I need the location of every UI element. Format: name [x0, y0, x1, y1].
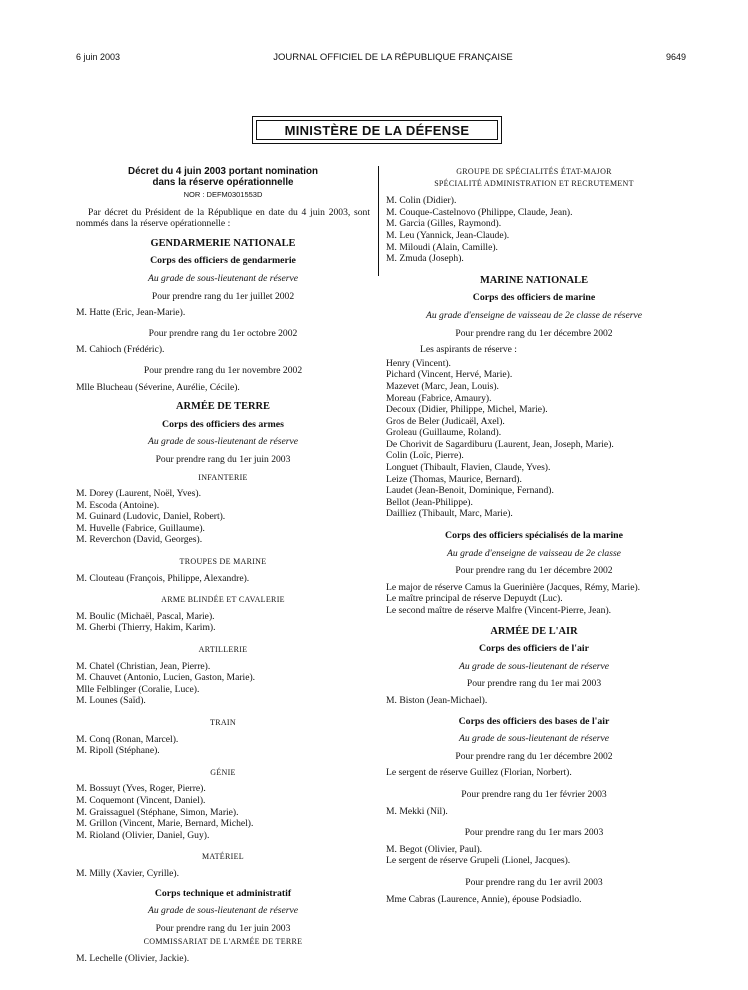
corps-bases-air: Corps des officiers des bases de l'air	[458, 715, 610, 727]
name-entry: M. Miloudi (Alain, Camille).	[386, 241, 498, 253]
grade-gendarmerie: Au grade de sous-lieutenant de réserve	[148, 272, 298, 284]
rang-terre: Pour prendre rang du 1er juin 2003	[155, 453, 291, 465]
rang-air: Pour prendre rang du 1er mai 2003	[466, 678, 602, 690]
name-entry: M. Reverchon (David, Georges).	[76, 534, 203, 546]
name-entry: Mazevet (Marc, Jean, Louis).	[386, 380, 499, 392]
name-entry: Gros de Beler (Judicaël, Axel).	[386, 415, 505, 427]
corps-marine: Corps des officiers de marine	[472, 292, 596, 304]
name-entry: M. Milly (Xavier, Cyrille).	[76, 867, 179, 879]
list-infanterie	[76, 488, 370, 546]
name-entry: Colin (Loïc, Pierre).	[386, 450, 464, 462]
name-entry: Decoux (Didier, Philippe, Michel, Marie).	[386, 404, 548, 416]
name-entry: M. Boulic (Michaël, Pascal, Marie).	[76, 610, 215, 622]
name-entry: M. Chauvet (Antonio, Lucien, Gaston, Marie).	[76, 672, 256, 684]
section-gendarmerie: GENDARMERIE NATIONALE	[150, 237, 296, 249]
name-entry: Le maître principal de réserve Depuydt (Luc).	[386, 593, 563, 605]
header-journal-title: JOURNAL OFFICIEL DE LA RÉPUBLIQUE FRANÇAISE	[273, 52, 513, 63]
name-entry: M. Grillon (Vincent, Marie, Bernard, Michel).	[76, 818, 254, 830]
decree-title-line2: dans la réserve opérationnelle	[152, 177, 294, 188]
name-entry: M. Bossuyt (Yves, Roger, Pierre).	[76, 783, 206, 795]
page-header	[76, 52, 686, 63]
sub-infanterie: INFANTERIE	[198, 472, 248, 482]
sub-artillerie: ARTILLERIE	[198, 645, 248, 655]
list-abc	[76, 611, 370, 634]
name-entry: Moreau (Fabrice, Amaury).	[386, 392, 492, 404]
decree-nor: NOR : DEFM0301553D	[183, 190, 263, 199]
grade-air: Au grade de sous-lieutenant de réserve	[459, 660, 609, 672]
list-train	[76, 734, 370, 757]
rang-gend-1: Pour prendre rang du 1er juillet 2002	[151, 290, 295, 302]
rang-bases-3: Pour prendre rang du 1er mars 2003	[464, 827, 604, 839]
name-entry: Le sergent de réserve Grupeli (Lionel, Jacques).	[386, 855, 571, 867]
name-entry: M. Gherbi (Thierry, Hakim, Karim).	[76, 622, 216, 634]
list-artillerie	[76, 661, 370, 707]
name-entry: M. Chatel (Christian, Jean, Pierre).	[76, 660, 211, 672]
name-entry: Mme Cabras (Laurence, Annie), épouse Podsiadlo.	[386, 893, 582, 905]
rang-cta: Pour prendre rang du 1er juin 2003	[155, 922, 291, 934]
name-entry: Groleau (Guillaume, Roland).	[386, 427, 502, 439]
section-armee-de-terre: ARMÉE DE TERRE	[176, 401, 270, 413]
name-entry: M. Escoda (Antoine).	[76, 499, 160, 511]
rang-bases-2: Pour prendre rang du 1er février 2003	[461, 788, 607, 800]
section-armee-de-l-air: ARMÉE DE L'AIR	[490, 625, 578, 637]
name-entry: Leize (Thomas, Maurice, Bernard).	[386, 473, 522, 485]
name-entry: Laudet (Jean-Benoit, Dominique, Fernand).	[386, 485, 554, 497]
sub-troupes-marine: TROUPES DE MARINE	[179, 557, 267, 567]
column-divider	[378, 166, 379, 276]
name-entry: De Chorivit de Sagardiburu (Laurent, Jean, Joseph, Marie).	[386, 438, 614, 450]
section-marine: MARINE NATIONALE	[479, 274, 589, 286]
sub-commissariat: COMMISSARIAT DE L'ARMÉE DE TERRE	[143, 937, 303, 947]
decree-title-line1: Décret du 4 juin 2003 portant nomination	[128, 166, 318, 177]
sub-train: TRAIN	[210, 718, 236, 727]
name-entry: M. Conq (Ronan, Marcel).	[76, 733, 179, 745]
name-entry: M. Lounes (Saïd).	[76, 695, 146, 707]
name-entry: Mlle Felblinger (Coralie, Luce).	[76, 683, 200, 695]
name-entry: Dailliez (Thibault, Marc, Marie).	[386, 508, 513, 520]
name-entry: Longuet (Thibault, Flavien, Claude, Yves).	[386, 462, 551, 474]
sub-gse: GROUPE DE SPÉCIALITÉS ÉTAT-MAJOR	[456, 167, 612, 176]
name-entry: M. Leu (Yannick, Jean-Claude).	[386, 229, 510, 241]
grade-cta: Au grade de sous-lieutenant de réserve	[148, 905, 298, 917]
name-entry: Le second maître de réserve Malfre (Vincent-Pierre, Jean).	[386, 605, 612, 616]
grade-marine: Au grade d'enseigne de vaisseau de 2e classe de réserve	[426, 309, 642, 321]
grade-bases: Au grade de sous-lieutenant de réserve	[459, 733, 609, 745]
list-bases-3	[386, 844, 682, 867]
name-entry: M. Clouteau (François, Philippe, Alexandre).	[76, 572, 250, 584]
corps-armes: Corps des officiers des armes	[162, 418, 284, 430]
name-entry: M. Ripoll (Stéphane).	[76, 745, 160, 757]
ministry-title: MINISTÈRE DE LA DÉFENSE	[256, 120, 498, 140]
name-entry: M. Garcia (Gilles, Raymond).	[386, 218, 502, 230]
rang-gend-3: Pour prendre rang du 1er novembre 2002	[143, 364, 303, 376]
name-entry: M. Mekki (Nil).	[386, 805, 448, 817]
corps-gendarmerie: Corps des officiers de gendarmerie	[150, 255, 296, 267]
sub-gse-specialite: SPÉCIALITÉ ADMINISTRATION ET RECRUTEMENT	[434, 178, 634, 188]
sub-genie: GÉNIE	[210, 767, 236, 777]
name-entry: M. Huvelle (Fabrice, Guillaume).	[76, 522, 205, 534]
name-entry: Pichard (Vincent, Hervé, Marie).	[386, 369, 513, 381]
grade-specialises: Au grade d'enseigne de vaisseau de 2e classe	[447, 547, 621, 559]
ministry-box	[252, 116, 502, 144]
name-entry: M. Cahioch (Frédéric).	[76, 344, 165, 356]
sub-materiel: MATÉRIEL	[202, 852, 244, 862]
rang-specialises: Pour prendre rang du 1er décembre 2002	[455, 565, 613, 577]
rang-marine: Pour prendre rang du 1er décembre 2002	[455, 327, 613, 339]
sub-abc: ARME BLINDÉE ET CAVALERIE	[161, 595, 285, 605]
name-entry: M. Coquemont (Vincent, Daniel).	[76, 794, 206, 806]
rang-bases-1: Pour prendre rang du 1er décembre 2002	[455, 750, 613, 762]
name-entry: M. Dorey (Laurent, Noël, Yves).	[76, 488, 201, 500]
name-entry: Bellot (Jean-Philippe).	[386, 496, 473, 508]
rang-gend-2: Pour prendre rang du 1er octobre 2002	[148, 327, 298, 339]
header-page-number: 9649	[665, 52, 686, 62]
corps-technique: Corps technique et administratif	[154, 887, 292, 899]
name-entry: Le major de réserve Camus la Guerinière (Jacques, Rémy, Marie).	[386, 581, 641, 593]
name-entry: Henry (Vincent).	[386, 357, 451, 369]
name-entry: M. Hatte (Eric, Jean-Marie).	[76, 307, 186, 319]
list-gse	[386, 195, 682, 265]
name-entry: M. Couque-Castelnovo (Philippe, Claude, Jean).	[386, 206, 573, 218]
header-date: 6 juin 2003	[76, 52, 121, 62]
name-entry: M. Zmuda (Joseph).	[386, 253, 464, 265]
corps-air: Corps des officiers de l'air	[479, 643, 589, 655]
right-column	[386, 166, 682, 905]
aspirants-label: Les aspirants de réserve :	[420, 344, 517, 356]
decree-intro: Par décret du Président de la République en date du 4 juin 2003, sont nommés dans la réserve opérationnelle :	[76, 206, 370, 230]
list-specialises	[386, 582, 682, 617]
name-entry: M. Begot (Olivier, Paul).	[386, 843, 483, 855]
name-entry: M. Lechelle (Olivier, Jackie).	[76, 952, 190, 964]
rang-bases-4: Pour prendre rang du 1er avril 2003	[465, 876, 603, 888]
name-entry: M. Graissaguel (Stéphane, Simon, Marie).	[76, 806, 239, 818]
name-entry: M. Biston (Jean-Michael).	[386, 694, 488, 706]
name-entry: M. Colin (Didier).	[386, 195, 457, 207]
name-entry: M. Rioland (Olivier, Daniel, Guy).	[76, 829, 210, 841]
list-marine	[386, 358, 682, 520]
name-entry: Mlle Blucheau (Séverine, Aurélie, Cécile).	[76, 381, 240, 393]
corps-specialises: Corps des officiers spécialisés de la marine	[445, 530, 623, 542]
list-genie	[76, 783, 370, 841]
name-entry: Le sergent de réserve Guillez (Florian, Norbert).	[386, 767, 572, 779]
name-entry: M. Guinard (Ludovic, Daniel, Robert).	[76, 511, 226, 523]
left-column	[76, 166, 370, 965]
grade-terre: Au grade de sous-lieutenant de réserve	[148, 436, 298, 448]
